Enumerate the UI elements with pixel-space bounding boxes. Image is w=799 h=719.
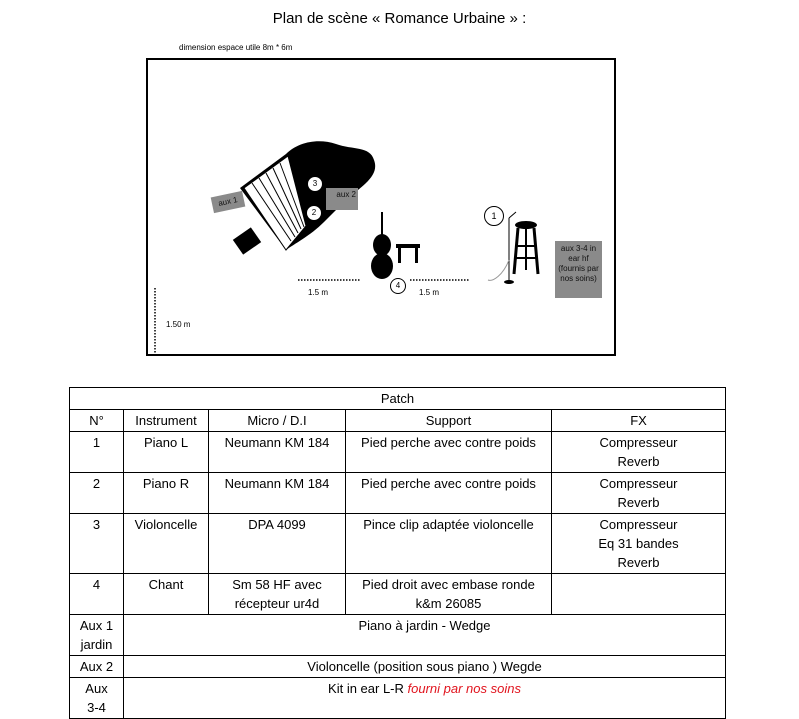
table-row: [70, 432, 726, 473]
mic-circle-4: 4: [390, 278, 406, 294]
cell-aux-n: Aux 3-4: [70, 678, 124, 719]
aux-row: [70, 615, 726, 656]
header-fx: FX: [552, 410, 726, 432]
aux34-inear: aux 3-4 in ear hf (fournis par nos soins): [555, 241, 602, 298]
cello-figure: [371, 212, 393, 279]
mic-circle-3: 3: [307, 176, 323, 192]
cell-micro: Neumann KM 184: [209, 473, 346, 514]
cell-fx: [552, 574, 726, 615]
cell-micro: Sm 58 HF avec récepteur ur4d: [209, 574, 346, 615]
cell-n: 1: [70, 432, 124, 473]
table-row: [70, 574, 726, 615]
aux1-wedge: aux 1: [211, 191, 246, 213]
aux-note: fourni par nos soins: [407, 681, 521, 696]
cell-n: 3: [70, 514, 124, 574]
header-micro: Micro / D.I: [209, 410, 346, 432]
cell-support: Pied droit avec embase ronde k&m 26085: [346, 574, 552, 615]
cell-support: Pied perche avec contre poids: [346, 432, 552, 473]
page-title: Plan de scène « Romance Urbaine » :: [272, 10, 527, 27]
cello-chair: [396, 244, 420, 263]
cell-aux-text: Piano à jardin - Wedge: [124, 615, 726, 656]
cell-fx: Compresseur Reverb: [552, 473, 726, 514]
aux-row: [70, 656, 726, 678]
mic-circle-1: 1: [484, 206, 504, 226]
cell-aux-text-wrap: [124, 678, 726, 719]
cell-instrument: Piano L: [124, 432, 209, 473]
mic-circle-2: 2: [306, 205, 322, 221]
patch-table: [69, 387, 726, 719]
cell-n: 2: [70, 473, 124, 514]
piano-bench: [233, 227, 261, 254]
cell-micro: Neumann KM 184: [209, 432, 346, 473]
table-row: [70, 514, 726, 574]
dimension-note: dimension espace utile 8m * 6m: [179, 43, 293, 52]
cell-fx: Compresseur Reverb: [552, 432, 726, 473]
cell-aux-text: Kit in ear L-R: [328, 681, 408, 696]
cell-support: Pied perche avec contre poids: [346, 473, 552, 514]
cell-micro: DPA 4099: [209, 514, 346, 574]
cell-aux-text: Violoncelle (position sous piano ) Wegde: [124, 656, 726, 678]
cell-instrument: Violoncelle: [124, 514, 209, 574]
patch-title: Patch: [70, 388, 726, 410]
cell-support: Pince clip adaptée violoncelle: [346, 514, 552, 574]
cell-instrument: Piano R: [124, 473, 209, 514]
cell-n: 4: [70, 574, 124, 615]
header-n: N°: [70, 410, 124, 432]
cell-aux-n: Aux 1 jardin: [70, 615, 124, 656]
height-label: 1.50 m: [166, 320, 191, 329]
distance-right-label: 1.5 m: [419, 288, 440, 297]
distance-left-label: 1.5 m: [308, 288, 329, 297]
cell-fx: Compresseur Eq 31 bandes Reverb: [552, 514, 726, 574]
patch-header-row: [70, 410, 726, 432]
patch-title-row: [70, 388, 726, 410]
table-row: [70, 473, 726, 514]
aux2-wedge: aux 2: [326, 188, 358, 210]
header-instrument: Instrument: [124, 410, 209, 432]
header-support: Support: [346, 410, 552, 432]
cell-aux-n: Aux 2: [70, 656, 124, 678]
bar-stool: [514, 221, 538, 274]
aux-row: [70, 678, 726, 719]
cell-instrument: Chant: [124, 574, 209, 615]
stage-plan: [146, 58, 616, 356]
